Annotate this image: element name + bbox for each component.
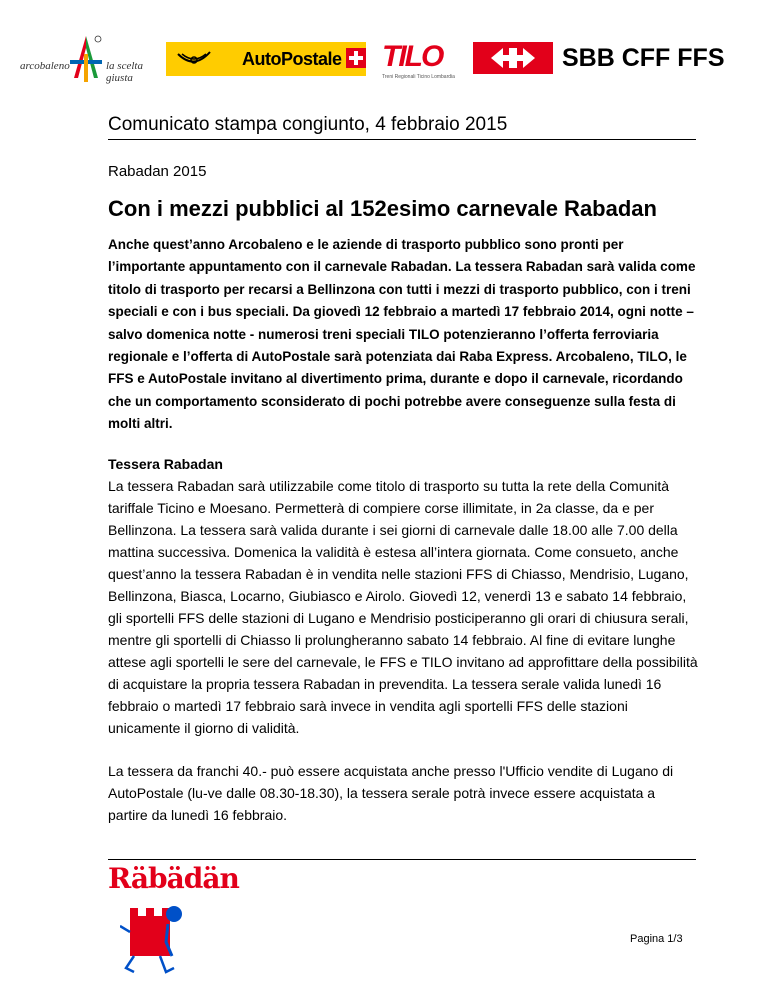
document-title: Con i mezzi pubblici al 152esimo carnevale Rabadan [108, 196, 657, 221]
autopostale-logo [166, 42, 366, 76]
rabadan-castle-icon [120, 902, 210, 982]
arcobaleno-symbol-icon [68, 34, 104, 86]
arcobaleno-slogan: la scelta giusta [106, 60, 143, 84]
body-paragraph-1: La tessera Rabadan sarà utilizzabile come titolo di trasporto su tutta la rete della Comunità tariffale Ticino e Moesano. Permetterà di compiere corse illimitate, in 2a classe, da e per Bellinzona. La tessera sarà valida durante i sei giorni di carnevale dalle 18.00 alle 7.00 della mattina successiva. Domenica la validità è estesa all’intera giornata. Come consueto, anche quest’anno la tessera Rabadan è in vendita nelle stazioni FFS di Chiasso, Mendrisio, Lugano, Bellinzona, Biasca, Locarno, Giubiasco e Airolo. Giovedì 12, venerdì 13 e sabato 14 febbraio, gli sportelli FFS delle stazioni di Lugano e Mendrisio posticiperanno gli orari di chiusura serali, mentre gli sportelli di Chiasso li prolungheranno sabato 14 febbraio. Al fine di evitare lunghe attese agli sportelli le sere del carnevale, le FFS e TILO invitano ad approfittare della possibilità di acquistare la propria tessera Rabadan in prevendita. La tessera serale valida lunedì 16 febbraio o martedì 17 febbraio sarà invece in vendita agli sportelli FFS delle stazioni unicamente il giorno di validità. [108, 478, 698, 736]
sbb-arrow-icon [473, 42, 553, 74]
page-number: Pagina 1/3 [630, 933, 683, 945]
partner-logos [20, 30, 748, 100]
tilo-logo [382, 42, 466, 84]
sbb-logo [473, 42, 743, 76]
header-divider [108, 139, 696, 140]
rabadan-logo [108, 862, 248, 982]
document-subtitle: Rabadan 2015 [108, 163, 207, 180]
post-horn-icon [174, 46, 214, 72]
swiss-cross-icon [346, 48, 366, 68]
press-release-date-line: Comunicato stampa congiunto, 4 febbraio 2015 [108, 114, 508, 135]
arcobaleno-logo [20, 30, 160, 90]
rabadan-wordmark: Räbädän [108, 862, 239, 895]
autopostale-wordmark: AutoPostale [242, 49, 342, 69]
arcobaleno-wordmark: arcobaleno [20, 60, 70, 72]
press-release-header [108, 113, 696, 140]
sbb-wordmark: SBB CFF FFS [562, 44, 725, 72]
tilo-subline: Treni Regionali Ticino Lombardia [382, 74, 455, 80]
footer-divider [108, 859, 696, 860]
body-paragraph-2: La tessera da franchi 40.- può essere acquistata anche presso l'Ufficio vendite di Lugano di AutoPostale (lu-ve dalle 08.30-18.30), la tessera serale potrà invece essere acquistata a partire da lunedì 16 febbraio. [108, 763, 674, 823]
lead-paragraph: Anche quest’anno Arcobaleno e le aziende di trasporto pubblico sono pronti per l’importante appuntamento con il carnevale Rabadan. La tessera Rabadan sarà valida come titolo di trasporto per recarsi a Bellinzona con tutti i mezzi di trasporto pubblico, con i treni speciali e con i bus speciali. Da giovedì 12 febbraio a martedì 17 febbraio 2014, ogni notte – salvo domenica notte - numerosi treni speciali TILO potenzieranno l’offerta ferroviaria regionale e l’offerta di AutoPostale sarà potenziata dai Raba Express. Arcobaleno, TILO, le FFS e AutoPostale invitano al divertimento prima, durante e dopo il carnevale, ricordando che un comportamento sconsiderato di pochi potrebbe avere conseguenze sulla festa di molti altri. [108, 237, 696, 432]
tilo-wordmark: TILO [382, 40, 443, 73]
section-heading-tessera: Tessera Rabadan [108, 456, 223, 472]
